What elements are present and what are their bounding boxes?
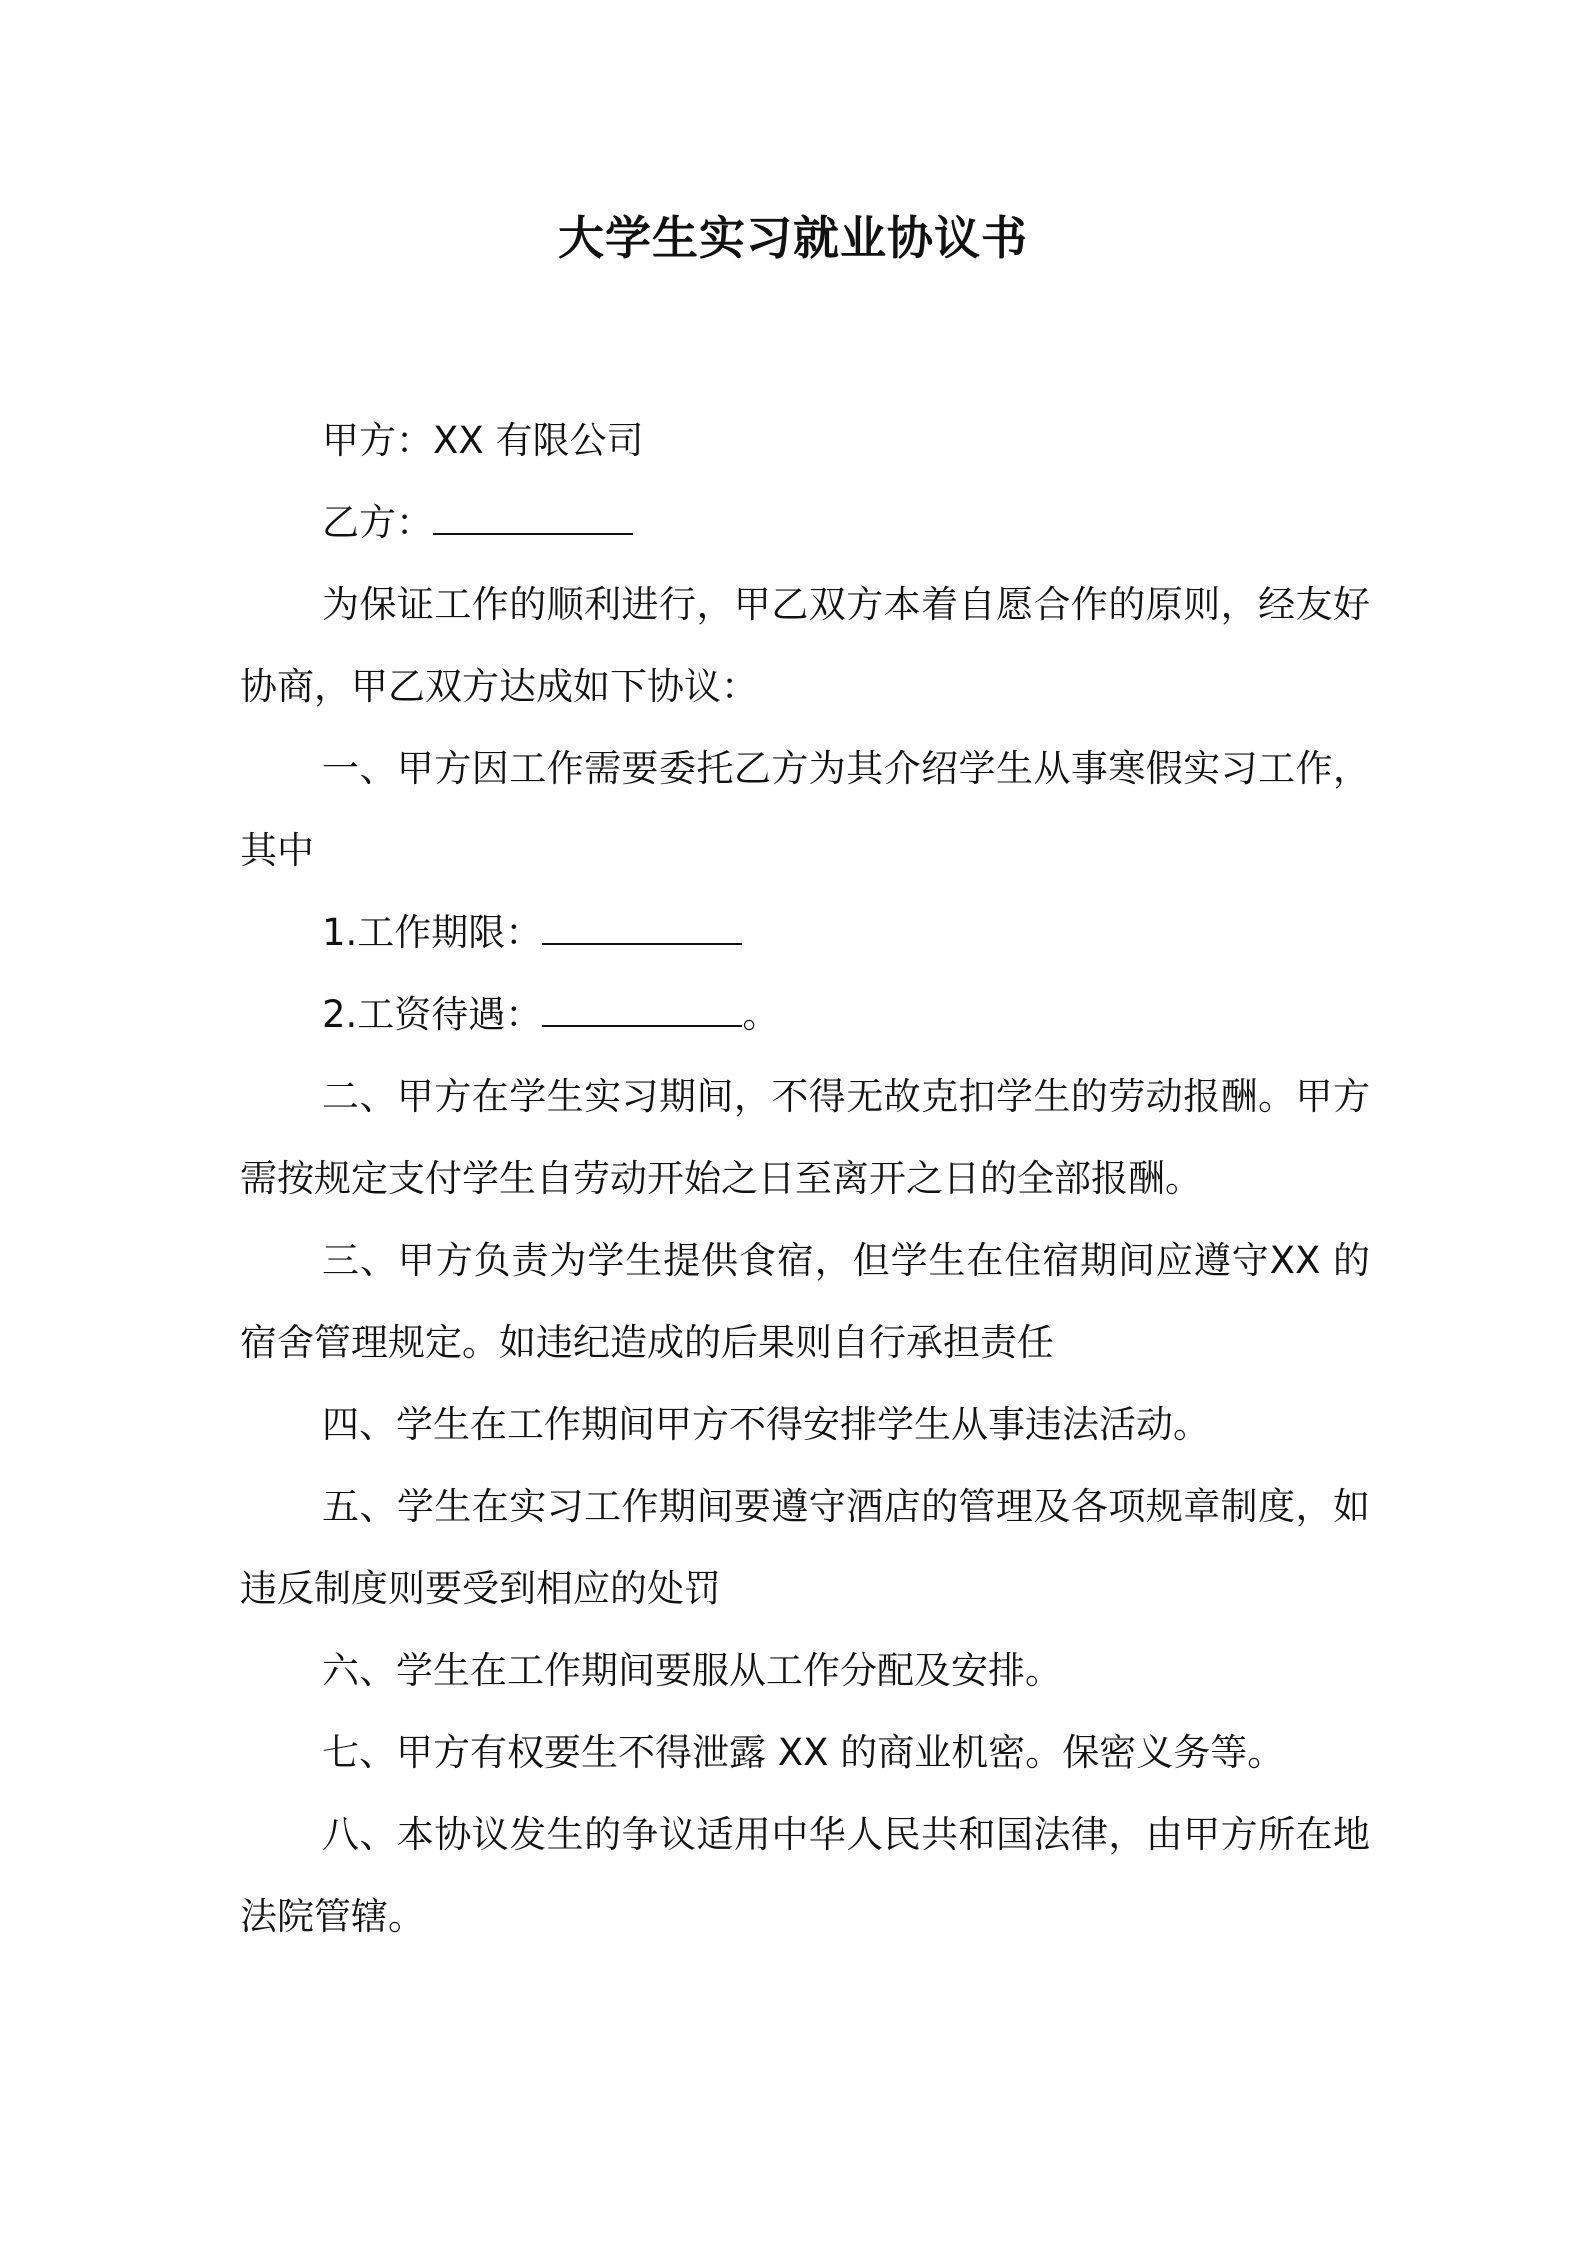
party-b-blank bbox=[433, 499, 633, 535]
clause-3: 三、甲方负责为学生提供食宿，但学生在住宿期间应遵守XX 的宿舍管理规定。如违纪造成的后果则自行承担责任 bbox=[240, 1239, 1370, 1364]
clause-8: 八、本协议发生的争议适用中华人民共和国法律，由甲方所在地法院管辖。 bbox=[240, 1813, 1370, 1938]
item-2-label: 2.工资待遇： bbox=[322, 993, 543, 1036]
party-a-line bbox=[240, 400, 1370, 482]
salary-blank bbox=[542, 991, 742, 1027]
clause-6: 六、学生在工作期间要服从工作分配及安排。 bbox=[322, 1649, 1062, 1692]
clause-4: 四、学生在工作期间甲方不得安排学生从事违法活动。 bbox=[322, 1403, 1210, 1446]
item-1-label: 1.工作期限： bbox=[322, 911, 543, 954]
party-a-label: 甲方： bbox=[322, 419, 433, 462]
intro-paragraph: 为保证工作的顺利进行，甲乙双方本着自愿合作的原则，经友好协商，甲乙双方达成如下协议： bbox=[240, 583, 1370, 708]
item-1-line bbox=[240, 892, 1370, 974]
item-2-end: 。 bbox=[742, 993, 780, 1036]
clause-2: 二、甲方在学生实习期间，不得无故克扣学生的劳动报酬。甲方需按规定支付学生自劳动开始之日至离开之日的全部报酬。 bbox=[240, 1075, 1370, 1200]
work-period-blank bbox=[542, 909, 742, 945]
document-body bbox=[240, 400, 1370, 1958]
clause-7: 七、甲方有权要生不得泄露 XX 的商业机密。保密义务等。 bbox=[322, 1731, 1285, 1774]
clause-5: 五、学生在实习工作期间要遵守酒店的管理及各项规章制度，如违反制度则要受到相应的处罚 bbox=[240, 1485, 1370, 1610]
party-a-value: XX 有限公司 bbox=[433, 419, 644, 462]
party-b-label: 乙方： bbox=[322, 501, 433, 544]
party-b-line bbox=[240, 482, 1370, 564]
document-title: 大学生实习就业协议书 bbox=[558, 211, 1028, 265]
clause-1: 一、甲方因工作需要委托乙方为其介绍学生从事寒假实习工作，其中 bbox=[240, 747, 1370, 872]
item-2-line bbox=[240, 974, 1370, 1056]
